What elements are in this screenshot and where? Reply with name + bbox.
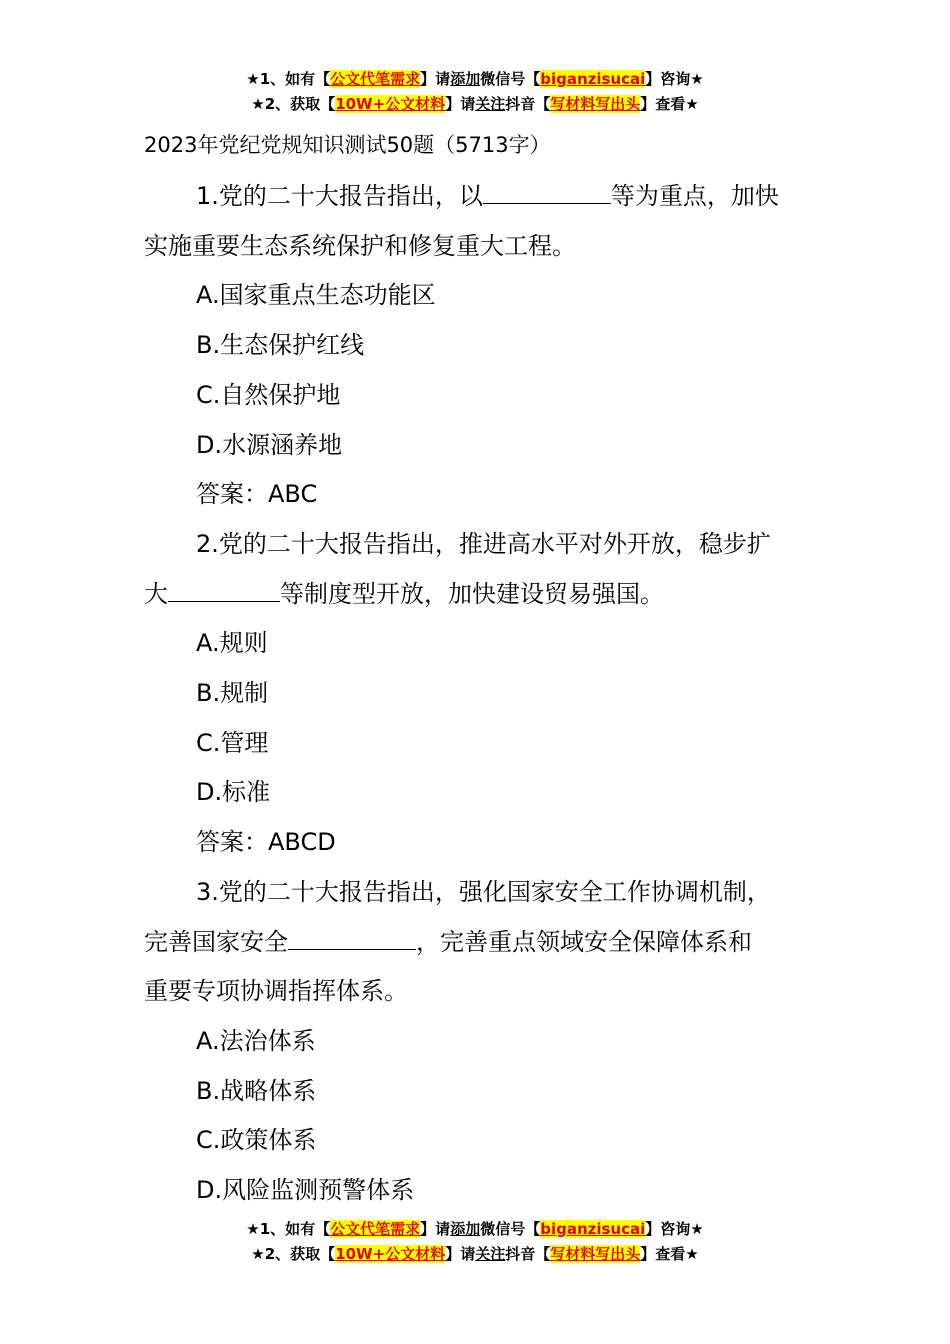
stem-text: 大 (144, 579, 168, 608)
promo-line-2 (0, 1243, 950, 1268)
stem-text: 完善国家安全 (144, 927, 288, 956)
promo-text: 】请 (420, 1220, 451, 1238)
stem-text: ，完善重点领域安全保障体系和 (416, 927, 752, 956)
promo-highlight: biganzisucai (540, 1220, 646, 1238)
promo-highlight: 写材料写出头 (550, 95, 641, 113)
fill-in-blank (288, 925, 416, 950)
question-3-option-d: D.风险监测预警体系 (196, 1176, 415, 1205)
promo-line-1 (0, 1218, 950, 1243)
question-1-option-b: B.生态保护红线 (196, 331, 365, 360)
promo-text: 微信号【 (480, 1220, 541, 1238)
promo-text: ★1、如有【 (246, 1220, 331, 1238)
promo-text: 微信号【 (480, 70, 541, 88)
promo-highlight: biganzisucai (540, 70, 646, 88)
question-3-stem-line-1: 3.党的二十大报告指出，强化国家安全工作协调机制， (196, 877, 771, 906)
question-1-answer: 答案：ABC (196, 480, 318, 509)
question-1-option-c: C.自然保护地 (196, 380, 341, 409)
stem-text: 1.党的二十大报告指出，以 (196, 182, 483, 210)
stem-text: 等制度型开放，加快建设贸易强国。 (280, 579, 664, 608)
question-1-option-d: D.水源涵养地 (196, 430, 343, 459)
question-3-option-b: B.战略体系 (196, 1076, 317, 1105)
question-2-stem-line-1: 2.党的二十大报告指出，推进高水平对外开放，稳步扩 (196, 529, 771, 558)
promo-underlined: 添加 (450, 1220, 481, 1238)
document-title: 2023年党纪党规知识测试50题（5713字） (144, 133, 551, 157)
promo-text: 】请 (445, 1245, 476, 1263)
promo-line-2 (0, 93, 950, 118)
promo-text: ★2、获取【 (251, 1245, 336, 1263)
promo-underlined: 添加 (450, 70, 481, 88)
stem-text: 等为重点，加快 (610, 182, 779, 210)
promo-highlight: 公文代笔需求 (330, 1220, 421, 1238)
promo-highlight: 写材料写出头 (550, 1245, 641, 1263)
question-2-answer: 答案：ABCD (196, 828, 336, 857)
question-list (144, 172, 824, 1216)
question-1-stem-line-2: 实施重要生态系统保护和修复重大工程。 (144, 231, 576, 260)
fill-in-blank (168, 577, 280, 602)
promo-highlight: 10W+公文材料 (335, 95, 446, 113)
promo-text: 抖音【 (505, 95, 551, 113)
question-2-stem-line-2 (144, 570, 824, 620)
question-2-option-b: B.规制 (196, 679, 269, 708)
promo-text: 】请 (445, 95, 476, 113)
question-3-stem-line-2 (144, 918, 824, 968)
promo-highlight: 公文代笔需求 (330, 70, 421, 88)
question-1-option-a: A.国家重点生态功能区 (196, 281, 436, 310)
question-3-stem-line-3: 重要专项协调指挥体系。 (144, 977, 408, 1006)
question-2-option-c: C.管理 (196, 728, 269, 757)
question-2-option-d: D.标准 (196, 778, 271, 807)
question-2-option-a: A.规则 (196, 629, 268, 658)
header-promo-banner (0, 68, 950, 118)
promo-text: 】查看★ (640, 1245, 699, 1263)
footer-promo-banner (0, 1218, 950, 1268)
promo-text: ★2、获取【 (251, 95, 336, 113)
promo-text: 】咨询★ (645, 70, 704, 88)
promo-text: ★1、如有【 (246, 70, 331, 88)
promo-text: 】查看★ (640, 95, 699, 113)
question-3-option-c: C.政策体系 (196, 1126, 317, 1155)
promo-underlined: 关注 (475, 1245, 506, 1263)
promo-text: 】请 (420, 70, 451, 88)
promo-line-1 (0, 68, 950, 93)
fill-in-blank (483, 179, 611, 204)
promo-underlined: 关注 (475, 95, 506, 113)
question-1-stem-line-1 (144, 172, 824, 222)
promo-highlight: 10W+公文材料 (335, 1245, 446, 1263)
question-3-option-a: A.法治体系 (196, 1026, 316, 1055)
promo-text: 抖音【 (505, 1245, 551, 1263)
promo-text: 】咨询★ (645, 1220, 704, 1238)
